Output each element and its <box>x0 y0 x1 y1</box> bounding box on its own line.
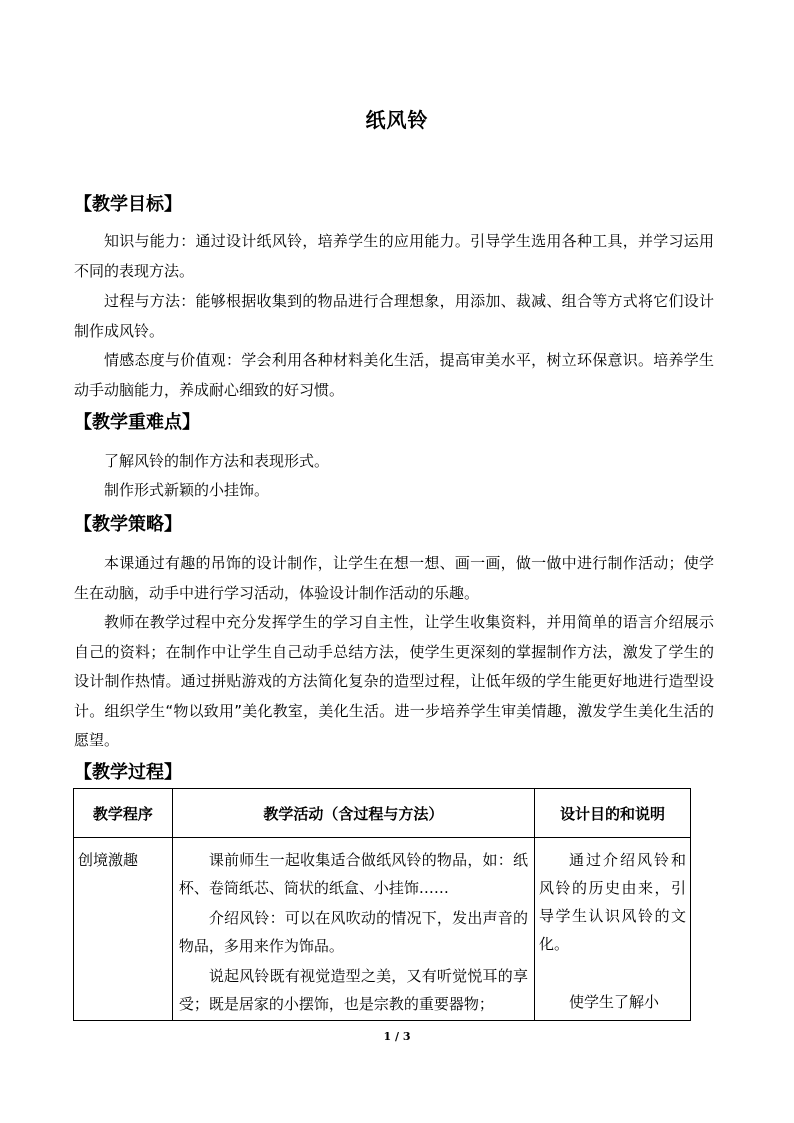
section-heading-strategy: 【教学策略】 <box>74 514 182 535</box>
table-cell-purpose <box>534 838 690 1021</box>
table-cell-stage <box>74 838 173 1021</box>
activity-text: 课前师生一起收集适合做纸风铃的物品，如：纸杯、卷筒纸芯、筒状的纸盒、小挂饰…… <box>178 851 528 897</box>
strategy-paragraph-2: 教师在教学过程中充分发挥学生的学习自主性，让学生收集资料，并用简单的语言介绍展示自己的资料；在制作中让学生自己动手总结方法，使学生更深刻的掌握制作方法，激发了学生的设计制作热情。通过拼贴游戏的方法简化复杂的造型过程，让低年级的学生能更好地进行造型设计。组织学生“物以致用”美化教室，美化生活。进一步培养学生审美情趣，激发学生美化生活的愿望。 <box>74 613 714 749</box>
section-heading-goals: 【教学目标】 <box>74 194 182 215</box>
key-point-item: 制作形式新颖的小挂饰。 <box>104 481 270 499</box>
stage-label: 创境激趣 <box>78 851 139 869</box>
activity-text: 介绍风铃：可以在风吹动的情况下，发出声音的物品，多用来作为饰品。 <box>178 909 528 955</box>
table-header-row <box>74 789 691 838</box>
page-number: 1 / 3 <box>383 1030 411 1043</box>
section-heading-process: 【教学过程】 <box>74 762 182 783</box>
table-header-activities: 教学活动（含过程与方法） <box>172 789 534 838</box>
key-point-item: 了解风铃的制作方法和表现形式。 <box>104 452 330 470</box>
document-title: 纸风铃 <box>365 108 429 132</box>
section-heading-key-points: 【教学重难点】 <box>74 412 200 433</box>
table-header-purpose: 设计目的和说明 <box>534 789 690 838</box>
table-header-stage: 教学程序 <box>74 789 173 838</box>
table-row <box>74 838 691 1021</box>
activity-text: 说起风铃既有视觉造型之美，又有听觉悦耳的享受；既是居家的小摆饰，也是宗教的重要器物； <box>178 967 528 1013</box>
purpose-text: 使学生了解小 <box>568 993 659 1011</box>
table-cell-activities <box>172 838 534 1021</box>
goals-paragraph-knowledge: 知识与能力：通过设计纸风铃，培养学生的应用能力。引导学生选用各种工具，并学习运用不同的表现方法。 <box>74 232 714 280</box>
strategy-paragraph-1: 本课通过有趣的吊饰的设计制作，让学生在想一想、画一画，做一做中进行制作活动；使学生在动脑，动手中进行学习活动，体验设计制作活动的乐趣。 <box>74 554 714 602</box>
teaching-process-table <box>73 788 691 1021</box>
goals-paragraph-process: 过程与方法：能够根据收集到的物品进行合理想象，用添加、裁减、组合等方式将它们设计制作成风铃。 <box>74 292 714 340</box>
purpose-text: 通过介绍风铃和风铃的历史由来，引导学生认识风铃的文化。 <box>538 851 686 953</box>
goals-paragraph-attitude: 情感态度与价值观：学会利用各种材料美化生活，提高审美水平，树立环保意识。培养学生动手动脑能力，养成耐心细致的好习惯。 <box>74 351 714 399</box>
